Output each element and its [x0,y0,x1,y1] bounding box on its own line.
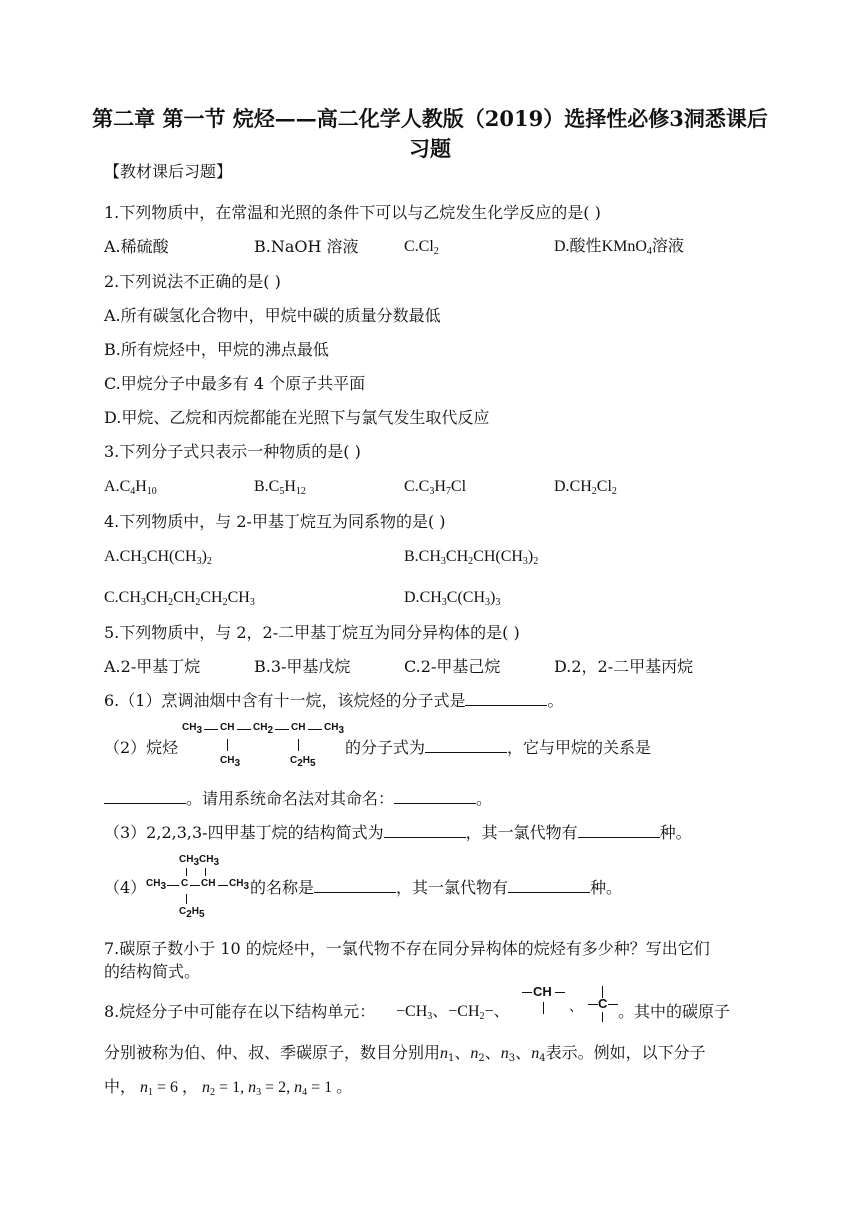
question-6-part-1: 6.（1）烹调油烟中含有十一烷，该烷烃的分子式是 。 [104,691,564,710]
answer-blank [384,823,466,838]
tertiary-carbon-unit-diagram: CH 、 C [522,982,620,1022]
q3-option-c: $C.C_3H_7Cl$ [404,478,467,497]
answer-blank [465,691,547,706]
question-6-part-3: （3）2,2,3,3-四甲基丁烷的结构简式为 ，其一氯代物有 种。 [104,823,692,842]
q4-option-d: $D.CH_3C(CH_3)_3$ [404,589,501,608]
q3-option-d: $D.CH_2Cl_2$ [554,478,617,497]
answer-blank [508,878,590,893]
q5-option-a: A.2-甲基丁烷 [104,657,201,676]
question-8-line-3: 中， $n_1 = 6$ ， $n_2 = 1$, $n_3 = 2$, $n_4 = 1$ 。 [104,1077,353,1098]
q3-option-a: $A.C_4H_{10}$ [104,478,157,497]
q2-option-c: C.甲烷分子中最多有 4 个原子共平面 [104,374,366,393]
question-7-line-1: 7.碳原子数小于 10 的烷烃中，一氯代物不存在同分异构体的烷烃有多少种？写出它们 [104,939,710,958]
q5-option-b: B.3-甲基戊烷 [254,657,351,676]
q1-option-c: $C.Cl_2$ [404,238,439,257]
question-5-stem: 5.下列物质中，与 2，2-二甲基丁烷互为同分异构体的是( ) [104,623,520,642]
question-4-stem: 4.下列物质中，与 2-甲基丁烷互为同系物的是( ) [104,512,446,531]
question-6-part-4-label: （4） [104,878,147,897]
page-title: 第二章 第一节 烷烃——高二化学人教版（2019）选择性必修3洞悉课后习题 [92,106,768,161]
q1-option-a: A.稀硫酸 [104,237,169,256]
q2-option-a: A.所有碳氢化合物中，甲烷中碳的质量分数最低 [104,306,441,325]
question-8-line-2: 分别被称为伯、仲、叔、季碳原子，数目分别用$n_1$、$n_2$、$n_3$、$n_4$表示。例如，以下分子 [104,1043,706,1064]
answer-blank [578,823,660,838]
q3-option-b: $B.C_5H_{12}$ [254,478,306,497]
question-1-stem: 1.下列物质中，在常温和光照的条件下可以与乙烷发生化学反应的是( ) [104,203,601,222]
answer-blank [394,789,476,804]
question-6-part-4-text: 的名称是 ，其一氯代物有 种。 [250,878,623,897]
alkane-structure-diagram: $CH_3$ CH $CH_2$ CH $CH_3$ $CH_3$ $C_2H_5$ [182,722,345,769]
question-6-part-2-cont: 。请用系统命名法对其命名： 。 [104,787,492,811]
branched-alkane-structure-diagram: $CH_3CH_3$ $CH_3$ C CH $CH_3$ $C_2H_5$ [146,854,250,920]
question-2-stem: 2.下列说法不正确的是( ) [104,272,281,291]
answer-blank [425,738,507,753]
q2-option-b: B.所有烷烃中，甲烷的沸点最低 [104,340,329,359]
q4-option-b: $B.CH_3CH_2CH(CH_3)_2$ [404,548,539,567]
question-3-stem: 3.下列分子式只表示一种物质的是( ) [104,442,361,461]
q4-option-c: $C.CH_3CH_2CH_2CH_2CH_3$ [104,589,255,608]
question-7-line-2: 的结构简式。 [104,962,201,981]
q1-option-d: D.酸性KMnO$_4$溶液 [554,238,684,257]
question-6-part-2-text: 的分子式为 ，它与甲烷的关系是 [345,738,652,757]
structure-units-formula: $-CH_3$、$-CH_2-$、 [396,1003,510,1022]
answer-blank [104,789,186,804]
section-heading: 【教材课后习题】 [104,162,233,181]
answer-blank [314,878,396,893]
q5-option-c: C.2-甲基己烷 [404,657,501,676]
question-8-line-1: 8.烷烃分子中可能存在以下结构单元： [104,1002,376,1021]
q5-option-d: D.2，2-二甲基丙烷 [554,657,694,676]
q1-option-b: B.NaOH 溶液 [254,237,359,256]
question-6-part-2-label: （2）烷烃 [104,738,179,757]
question-8-line-1-end: 。其中的碳原子 [618,1002,731,1021]
q2-option-d: D.甲烷、乙烷和丙烷都能在光照下与氯气发生取代反应 [104,408,490,427]
q4-option-a: $A.CH_3CH(CH_3)_2$ [104,548,212,567]
